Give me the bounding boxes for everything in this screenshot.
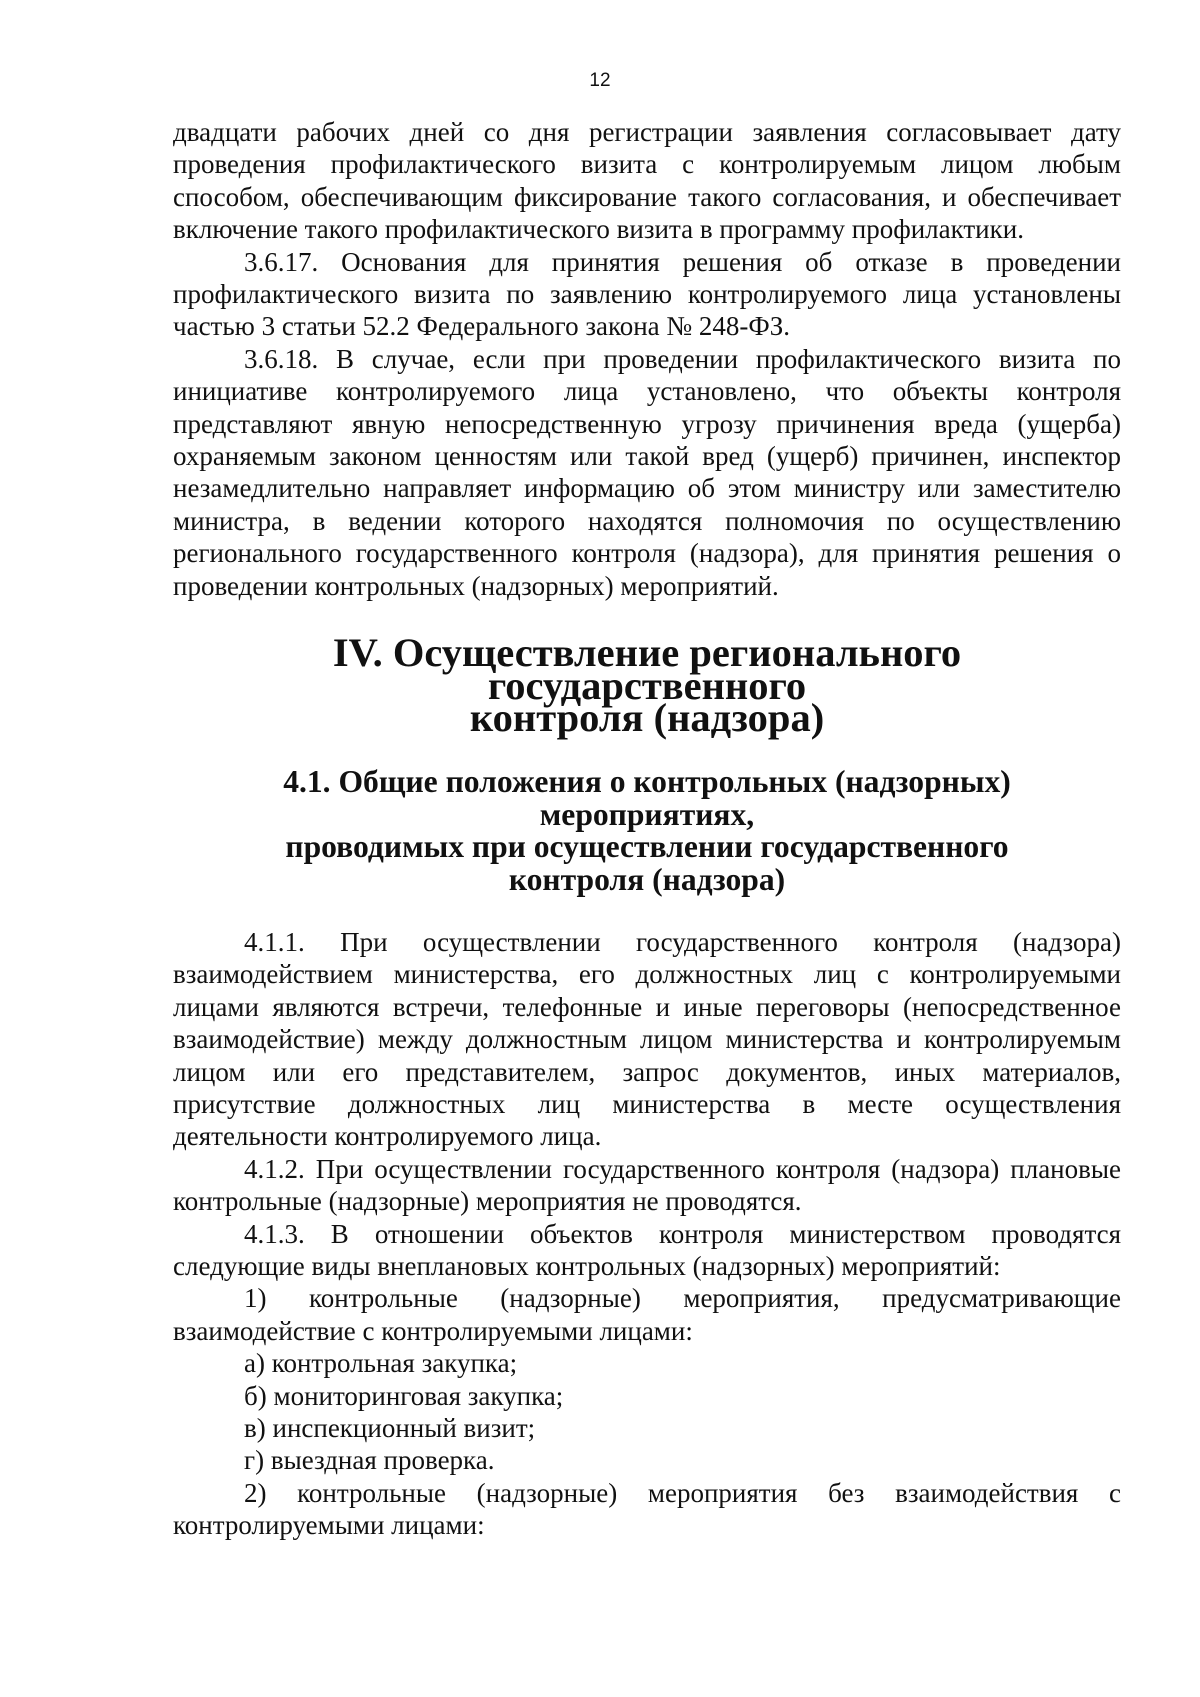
page-number: 12 <box>589 70 611 91</box>
list-item-1: 1) контрольные (надзорные) мероприятия, предусматривающие взаимодействие с контролируемыми лицами: <box>173 1283 1121 1346</box>
document-body <box>173 116 1121 1542</box>
list-item-v: в) инспекционный визит; <box>244 1413 536 1444</box>
list-item-a: а) контрольная закупка; <box>244 1348 518 1379</box>
list-item-g: г) выездная проверка. <box>244 1445 495 1476</box>
paragraph-continuation: двадцати рабочих дней со дня регистрации заявления согласовывает дату проведения профилактического визита с контролируемым лицом любым способом, обеспечивающим фиксирование такого согласования, и обеспечивает включение такого профилактического визита в программу профилактики. <box>173 117 1121 245</box>
paragraph-4-1-1: 4.1.1. При осуществлении государственного контроля (надзора) взаимодействием министерства, его должностных лиц с контролируемыми лицами являются встречи, телефонные и иные переговоры (непосредственное взаимодействие) между должностным лицом министерства и контролируемым лицом или его представителем, запрос документов, иных материалов, присутствие должностных лиц министерства в месте осуществления деятельности контролируемого лица. <box>173 926 1121 1152</box>
section-heading-line: IV. Осуществление регионального государственного <box>332 630 962 708</box>
subsection-heading-line: контроля (надзора) <box>508 861 786 897</box>
spacer <box>173 896 1121 926</box>
paragraph-3-6-18: 3.6.18. В случае, если при проведении профилактического визита по инициативе контролируемого лица установлено, что объекты контроля представляют явную непосредственную угрозу причинения вреда (ущерба) охраняемым законом ценностям или такой вред (ущерб) причинен, инспектор незамедлительно направляет информацию об этом министру или заместителю министра, в ведении которого находятся полномочия по осуществлению регионального государственного контроля (надзора), для принятия решения о проведении контрольных (надзорных) мероприятий. <box>173 343 1121 601</box>
section-heading-iv <box>173 630 1121 740</box>
subsection-heading-4-1 <box>173 766 1121 896</box>
section-heading-line: контроля (надзора) <box>469 694 825 740</box>
list-item-b: б) мониторинговая закупка; <box>244 1380 564 1411</box>
subsection-heading-line: 4.1. Общие положения о контрольных (надзорных) мероприятиях, <box>283 764 1011 832</box>
list-item-2: 2) контрольные (надзорные) мероприятия без взаимодействия с контролируемыми лицами: <box>173 1477 1121 1541</box>
paragraph-4-1-2: 4.1.2. При осуществлении государственного контроля (надзора) плановые контрольные (надзорные) мероприятия не проводятся. <box>173 1153 1121 1217</box>
paragraph-4-1-3: 4.1.3. В отношении объектов контроля министерством проводятся следующие виды внеплановых контрольных (надзорных) мероприятий: <box>173 1218 1121 1281</box>
subsection-heading-line: проводимых при осуществлении государственного <box>285 829 1009 865</box>
paragraph-3-6-17: 3.6.17. Основания для принятия решения об отказе в проведении профилактического визита по заявлению контролируемого лица установлены частью 3 статьи 52.2 Федерального закона № 248-ФЗ. <box>173 246 1121 342</box>
